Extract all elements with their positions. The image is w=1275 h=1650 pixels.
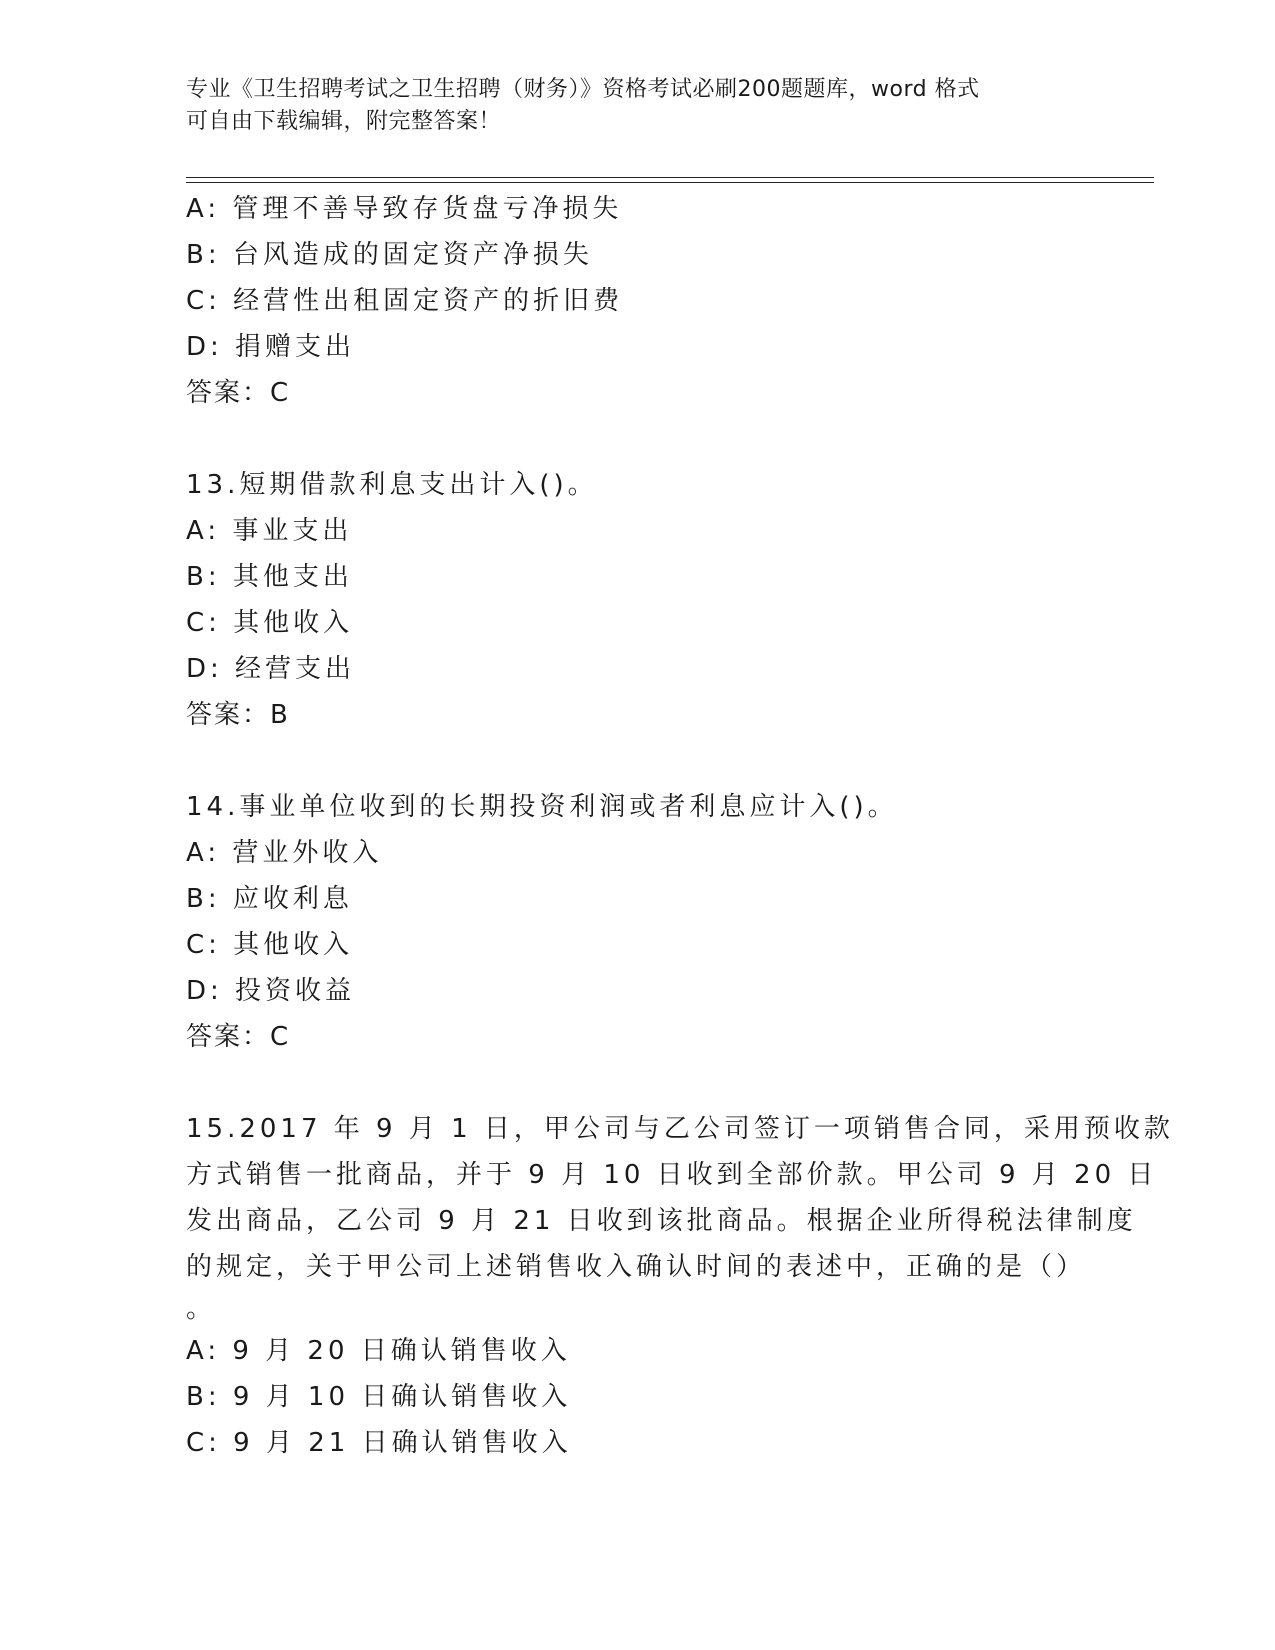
option-a: A: 事业支出 <box>186 516 353 546</box>
question-text-line: 的规定，关于甲公司上述销售收入确认时间的表述中，正确的是（） <box>186 1252 1087 1282</box>
question-text-line: 15.2017 年 9 月 1 日，甲公司与乙公司签订一项销售合同，采用预收款 <box>186 1114 1174 1144</box>
header-divider-bottom <box>186 182 1154 183</box>
option-a: A: 9 月 20 日确认销售收入 <box>186 1336 571 1366</box>
option-c: C: 经营性出租固定资产的折旧费 <box>186 286 624 316</box>
document-header <box>186 74 1066 138</box>
question-text: 14.事业单位收到的长期投资利润或者利息应计入()。 <box>186 792 898 822</box>
question-text-line: 。 <box>186 1294 217 1324</box>
question-list <box>186 186 1174 1466</box>
option-a: A: 管理不善导致存货盘亏净损失 <box>186 194 623 224</box>
answer: 答案：B <box>186 700 290 730</box>
spacer <box>186 416 1086 462</box>
header-divider-top <box>186 177 1154 178</box>
option-c: C: 其他收入 <box>186 930 354 960</box>
spacer <box>186 1060 1086 1106</box>
option-c: C: 其他收入 <box>186 608 354 638</box>
option-b: B: 其他支出 <box>186 562 353 592</box>
header-line-1: 专业《卫生招聘考试之卫生招聘（财务）》资格考试必刷200题题库，word 格式 <box>186 77 980 102</box>
option-d: D: 投资收益 <box>186 976 356 1006</box>
question-text-line: 方式销售一批商品，并于 9 月 10 日收到全部价款。甲公司 9 月 20 日 <box>186 1160 1158 1190</box>
question-text: 13.短期借款利息支出计入()。 <box>186 470 598 500</box>
option-c: C: 9 月 21 日确认销售收入 <box>186 1428 572 1458</box>
answer: 答案：C <box>186 1022 291 1052</box>
question-12-block <box>186 186 1086 416</box>
option-b: B: 9 月 10 日确认销售收入 <box>186 1382 572 1412</box>
question-13-block <box>186 462 1086 738</box>
question-14-block <box>186 784 1086 1060</box>
option-b: B: 台风造成的固定资产净损失 <box>186 240 593 270</box>
option-b: B: 应收利息 <box>186 884 353 914</box>
question-text-line: 发出商品，乙公司 9 月 21 日收到该批商品。根据企业所得税法律制度 <box>186 1206 1137 1236</box>
option-a: A: 营业外收入 <box>186 838 383 868</box>
question-15-block <box>186 1106 1174 1466</box>
option-d: D: 经营支出 <box>186 654 356 684</box>
header-line-2: 可自由下载编辑，附完整答案！ <box>186 109 502 134</box>
spacer <box>186 738 1086 784</box>
answer: 答案：C <box>186 378 291 408</box>
option-d: D: 捐赠支出 <box>186 332 356 362</box>
